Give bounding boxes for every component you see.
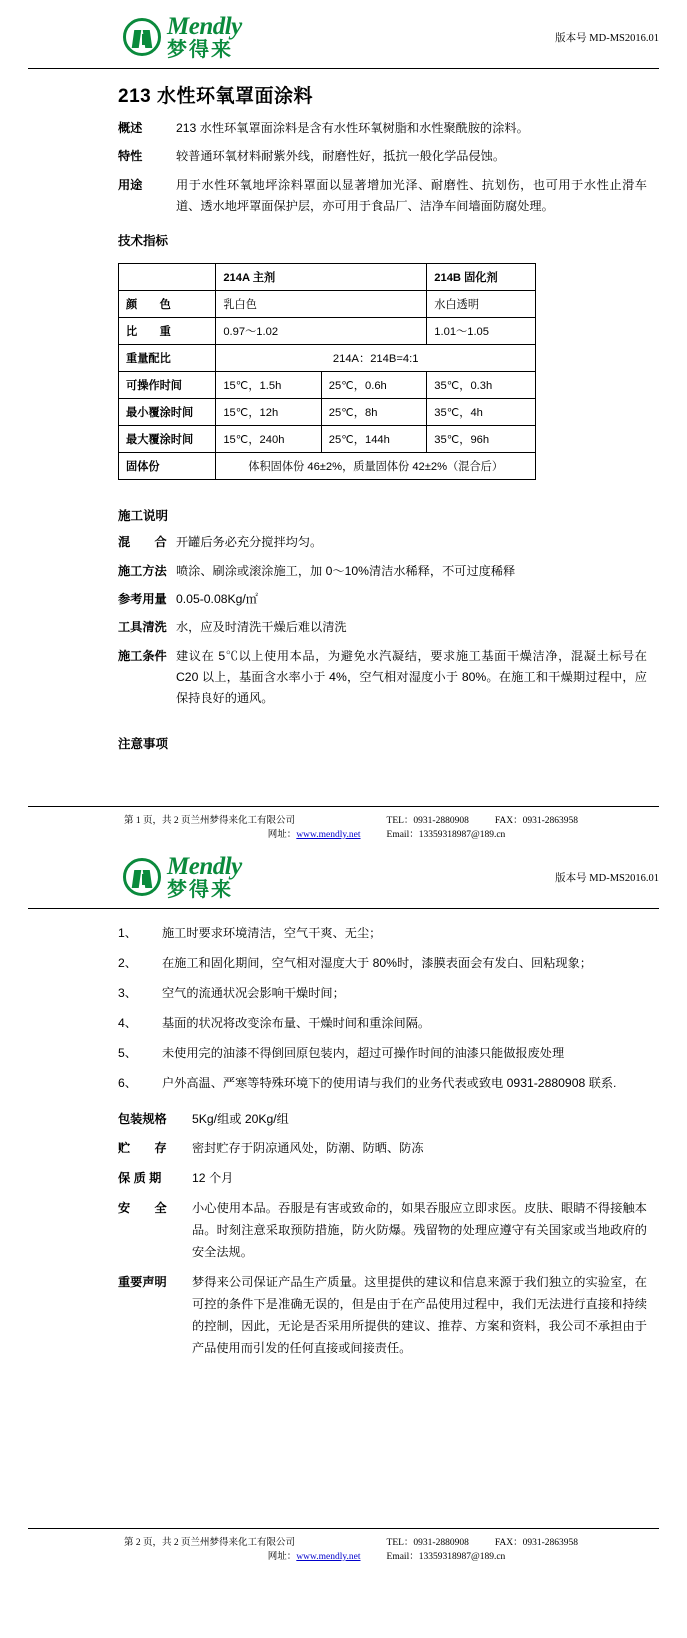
row-label: 贮 存	[118, 1141, 167, 1156]
cell-label: 最小覆涂时间	[119, 399, 216, 426]
cell-value: 25℃，0.6h	[321, 372, 426, 399]
row-features	[118, 146, 647, 167]
page-number: 第 1 页，共 2 页	[124, 815, 191, 826]
logo-mark-middle-icon	[142, 874, 148, 885]
row-coverage	[118, 589, 647, 610]
brand-logo	[123, 14, 242, 60]
row-packaging	[118, 1109, 647, 1131]
header-divider	[28, 908, 659, 909]
row-label: 混 合	[118, 535, 167, 550]
page1-bottom-spacer	[0, 758, 687, 796]
logo-mark-icon	[123, 18, 161, 56]
cell-label: 可操作时间	[119, 372, 216, 399]
footer-fax: FAX：0931-2863958	[494, 815, 579, 826]
header-divider	[28, 68, 659, 69]
construction-rows	[118, 532, 647, 709]
row-text: 小心使用本品。吞服是有害或致命的，如果吞服应立即求医。皮肤、眼睛不得接触本品。时刻注意采取预防措施，防火防爆。残留物的处理应遵守有关国家或当地政府的安全法规。	[192, 1201, 647, 1260]
notice-heading: 注意事项	[118, 736, 169, 751]
cell-label: 重量配比	[119, 345, 216, 372]
page-title: 213 水性环氧罩面涂料	[118, 86, 313, 107]
row-label: 施工方法	[118, 563, 167, 578]
company-name: 兰州梦得来化工有限公司	[190, 815, 296, 826]
row-shelf-life	[118, 1168, 647, 1190]
cell-value: 25℃，8h	[321, 399, 426, 426]
cell-value: 25℃，144h	[321, 426, 426, 453]
footer-web-label: 网址：	[267, 829, 297, 840]
logo-mark-middle-icon	[142, 34, 148, 45]
row-text: 较普通环氧材料耐紫外线，耐磨性好，抵抗一般化学品侵蚀。	[176, 149, 506, 164]
list-item-number: 4、	[118, 1015, 137, 1030]
page1-footer	[0, 806, 687, 840]
row-text: 水，应及时清洗干燥后难以清洗	[176, 620, 347, 635]
list-item-text: 户外高温、严寒等特殊环境下的使用请与我们的业务代表或致电 0931-2880908 联系.	[162, 1075, 617, 1090]
row-label: 用途	[118, 177, 143, 192]
row-text: 开罐后务必充分搅拌均匀。	[176, 535, 323, 550]
cell-value: 35℃，96h	[427, 426, 536, 453]
cell-label: 最大覆涂时间	[119, 426, 216, 453]
list-item	[118, 983, 647, 1005]
row-label: 保 质 期	[118, 1171, 162, 1186]
list-item-number: 6、	[118, 1075, 137, 1090]
table-row	[119, 399, 536, 426]
cell-label: 固体份	[119, 453, 216, 480]
cell-value: 体积固体份 46±2%，质量固体份 42±2%（混合后）	[216, 453, 536, 480]
cell-label: 颜 色	[119, 291, 216, 318]
table-row	[119, 345, 536, 372]
brand-text	[167, 854, 242, 900]
list-item	[118, 923, 647, 945]
cell-value: 水白透明	[427, 291, 536, 318]
footer-fax: FAX：0931-2863958	[494, 1538, 579, 1549]
list-item-text: 在施工和固化期间，空气相对湿度大于 80%时，漆膜表面会有发白、回粘现象；	[162, 955, 592, 970]
row-text: 建议在 5℃以上使用本品，为避免水汽凝结，要求施工基面干燥洁净，混凝土标号在 C20 以上，基面含水率小于 4%，空气相对湿度小于 80%。在施工和干燥期过程中，应保持良好的通风。	[176, 648, 647, 706]
row-text: 密封贮存于阴凉通风处，防潮、防晒、防冻	[192, 1141, 424, 1156]
table-row	[119, 318, 536, 345]
row-disclaimer	[118, 1272, 647, 1360]
row-text: 5Kg/组或 20Kg/组	[192, 1111, 289, 1126]
list-item-text: 基面的状况将改变涂布量、干燥时间和重涂间隔。	[162, 1015, 431, 1030]
footer-divider	[28, 806, 659, 807]
brand-text	[167, 14, 242, 60]
row-text: 12 个月	[192, 1171, 234, 1186]
table-row	[119, 291, 536, 318]
row-conditions	[118, 646, 647, 710]
cell-value: 214A：214B=4:1	[216, 345, 536, 372]
row-text: 用于水性环氧地坪涂料罩面以显著增加光泽、耐磨性、抗划伤，也可用于水性止滑车道、透水地坪罩面保护层，亦可用于食品厂、洁净车间墙面防腐处理。	[176, 177, 647, 214]
spec-heading: 技术指标	[118, 234, 169, 249]
table-row	[119, 453, 536, 480]
footer-email: Email：13359318987@189.cn	[386, 1552, 506, 1563]
brand-name-cn: 梦得来	[167, 39, 233, 61]
list-item-number: 1、	[118, 925, 137, 940]
table-row-header	[119, 264, 536, 291]
row-label: 工具清洗	[118, 620, 167, 635]
company-name: 兰州梦得来化工有限公司	[190, 1538, 296, 1549]
row-label: 参考用量	[118, 592, 167, 607]
cell-value: 15℃，1.5h	[216, 372, 321, 399]
cell-value: 0.97～1.02	[216, 318, 427, 345]
list-item-text: 施工时要求环境清洁，空气干爽、无尘；	[162, 925, 382, 940]
cell-value: 35℃，4h	[427, 399, 536, 426]
document-page-2	[0, 840, 687, 1562]
page1-header	[0, 0, 687, 64]
cell-value: 15℃，12h	[216, 399, 321, 426]
version-label: 版本号 MD-MS2016.01	[555, 33, 659, 44]
notice-list	[118, 923, 647, 1095]
cell-value: 35℃，0.3h	[427, 372, 536, 399]
version-label: 版本号 MD-MS2016.01	[555, 872, 659, 884]
list-item-text: 未使用完的油漆不得倒回原包装内，超过可操作时间的油漆只能做报废处理	[162, 1045, 565, 1060]
row-usage	[118, 175, 647, 218]
list-item	[118, 953, 647, 975]
footer-web-link[interactable]: www.mendly.net	[296, 829, 361, 840]
construction-heading: 施工说明	[118, 509, 169, 524]
cell-label: 比 重	[119, 318, 216, 345]
row-safety	[118, 1198, 647, 1264]
row-storage	[118, 1138, 647, 1160]
page2-bottom-spacer	[0, 1368, 687, 1518]
row-label: 特性	[118, 149, 143, 164]
list-item-text: 空气的流通状况会影响干燥时间；	[162, 985, 345, 1000]
list-item-number: 2、	[118, 955, 137, 970]
logo-mark-icon	[123, 858, 161, 896]
cell-header-b: 214B 固化剂	[427, 264, 536, 291]
row-label: 安 全	[118, 1201, 167, 1216]
brand-name-en: Mendly	[167, 13, 242, 40]
brand-logo	[123, 854, 242, 900]
cell-value: 15℃，240h	[216, 426, 321, 453]
cell-value: 1.01～1.05	[427, 318, 536, 345]
cell-header-a: 214A 主剂	[216, 264, 427, 291]
row-label: 施工条件	[118, 648, 167, 663]
list-item-number: 5、	[118, 1045, 137, 1060]
footer-web-label: 网址：	[267, 1552, 297, 1563]
table-row	[119, 426, 536, 453]
page2-footer	[0, 1528, 687, 1562]
footer-tel: TEL：0931-2880908	[386, 815, 469, 826]
footer-divider	[28, 1528, 659, 1529]
spec-table	[118, 263, 536, 480]
row-mixing	[118, 532, 647, 553]
overview-rows	[118, 118, 647, 217]
list-item	[118, 1073, 647, 1095]
list-item	[118, 1013, 647, 1035]
spec-detail-list	[118, 1109, 647, 1361]
row-text: 喷涂、刷涂或滚涂施工，加 0～10%清洁水稀释，不可过度稀释	[176, 563, 516, 578]
footer-web-link[interactable]: www.mendly.net	[296, 1552, 361, 1563]
cell-header-blank	[119, 264, 216, 291]
row-method	[118, 561, 647, 582]
page2-header	[0, 840, 687, 904]
page-number: 第 2 页，共 2 页	[124, 1538, 191, 1549]
row-label: 包装规格	[118, 1111, 167, 1126]
brand-name-en: Mendly	[167, 852, 242, 880]
list-item-number: 3、	[118, 985, 137, 1000]
row-tool-cleaning	[118, 617, 647, 638]
row-text: 0.05-0.08Kg/㎡	[176, 592, 258, 607]
list-item	[118, 1043, 647, 1065]
row-text: 213 水性环氧罩面涂料是含有水性环氧树脂和水性聚酰胺的涂料。	[176, 121, 529, 135]
footer-email: Email：13359318987@189.cn	[386, 829, 506, 840]
brand-name-cn: 梦得来	[167, 878, 233, 901]
cell-value: 乳白色	[216, 291, 427, 318]
footer-tel: TEL：0931-2880908	[386, 1538, 469, 1549]
row-label: 重要声明	[118, 1275, 167, 1290]
row-label: 概述	[118, 121, 143, 135]
row-overview	[118, 118, 647, 139]
table-row	[119, 372, 536, 399]
row-text: 梦得来公司保证产品生产质量。这里提供的建议和信息来源于我们独立的实验室，在可控的条件下是准确无误的，但是由于在产品使用过程中，我们无法进行直接和持续的控制，因此，无论是否采用所提供的建议、推荐、方案和资料，我公司不承担由于产品使用而引发的任何直接或间接责任。	[192, 1275, 647, 1356]
